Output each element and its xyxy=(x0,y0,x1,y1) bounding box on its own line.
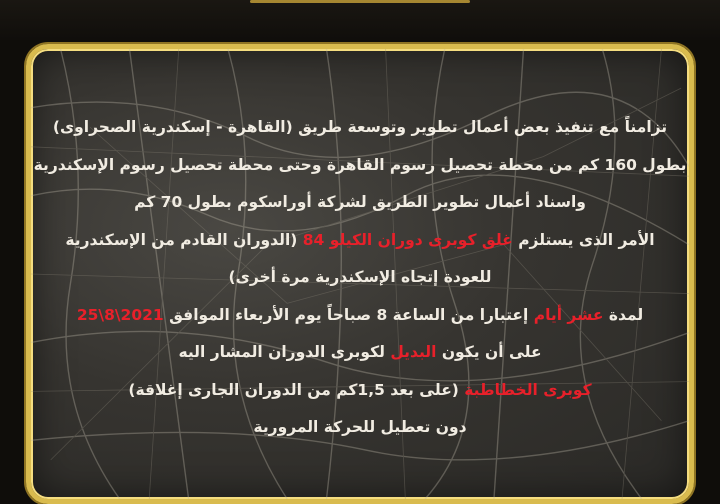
announcement-card xyxy=(26,44,694,504)
line-5: للعودة إتجاه الإسكندرية مرة أخرى) xyxy=(228,268,492,286)
line-4-pre: الأمر الذى يستلزم xyxy=(518,230,655,249)
line-8-post: (على بعد 1,5كم من الدوران الجارى إغلاقة) xyxy=(128,380,459,399)
top-band xyxy=(0,0,720,40)
line-6-duration: عشر أيام xyxy=(533,305,604,324)
line-8-highlight: كوبرى الخطاطبة xyxy=(464,380,592,399)
line-4-post: (الدوران القادم من الإسكندرية xyxy=(65,230,298,249)
line-4 xyxy=(31,222,689,260)
line-6-pre: لمدة xyxy=(608,305,644,324)
line-7-pre: على أن يكون xyxy=(441,343,542,361)
line-9: دون تعطيل للحركة المرورية xyxy=(253,418,467,436)
line-4-highlight: غلق كوبرى دوران الكيلو 84 xyxy=(302,230,513,249)
line-3: واسناد أعمال تطوير الطريق لشركة أوراسكوم بطول 70 كم xyxy=(134,193,586,211)
line-6 xyxy=(31,297,689,335)
line-7 xyxy=(31,334,689,372)
line-1: تزامناً مع تنفيذ بعض أعمال تطوير وتوسعة طريق (القاهرة - إسكندرية الصحراوى) xyxy=(52,118,668,136)
line-6-date: 2021\8\25 xyxy=(76,305,164,324)
line-7-highlight: البديل xyxy=(390,343,437,361)
line-7-post: لكوبرى الدوران المشار اليه xyxy=(178,343,385,361)
line-6-mid: إعتبارا من الساعة 8 صباحاً يوم الأربعاء الموافق xyxy=(169,305,529,324)
announcement-text xyxy=(31,109,689,447)
line-2: بطول 160 كم من محطة تحصيل رسوم القاهرة وحتى محطة تحصيل رسوم الإسكندرية xyxy=(33,155,687,174)
line-8 xyxy=(31,372,689,410)
top-decorative-line xyxy=(250,0,470,3)
